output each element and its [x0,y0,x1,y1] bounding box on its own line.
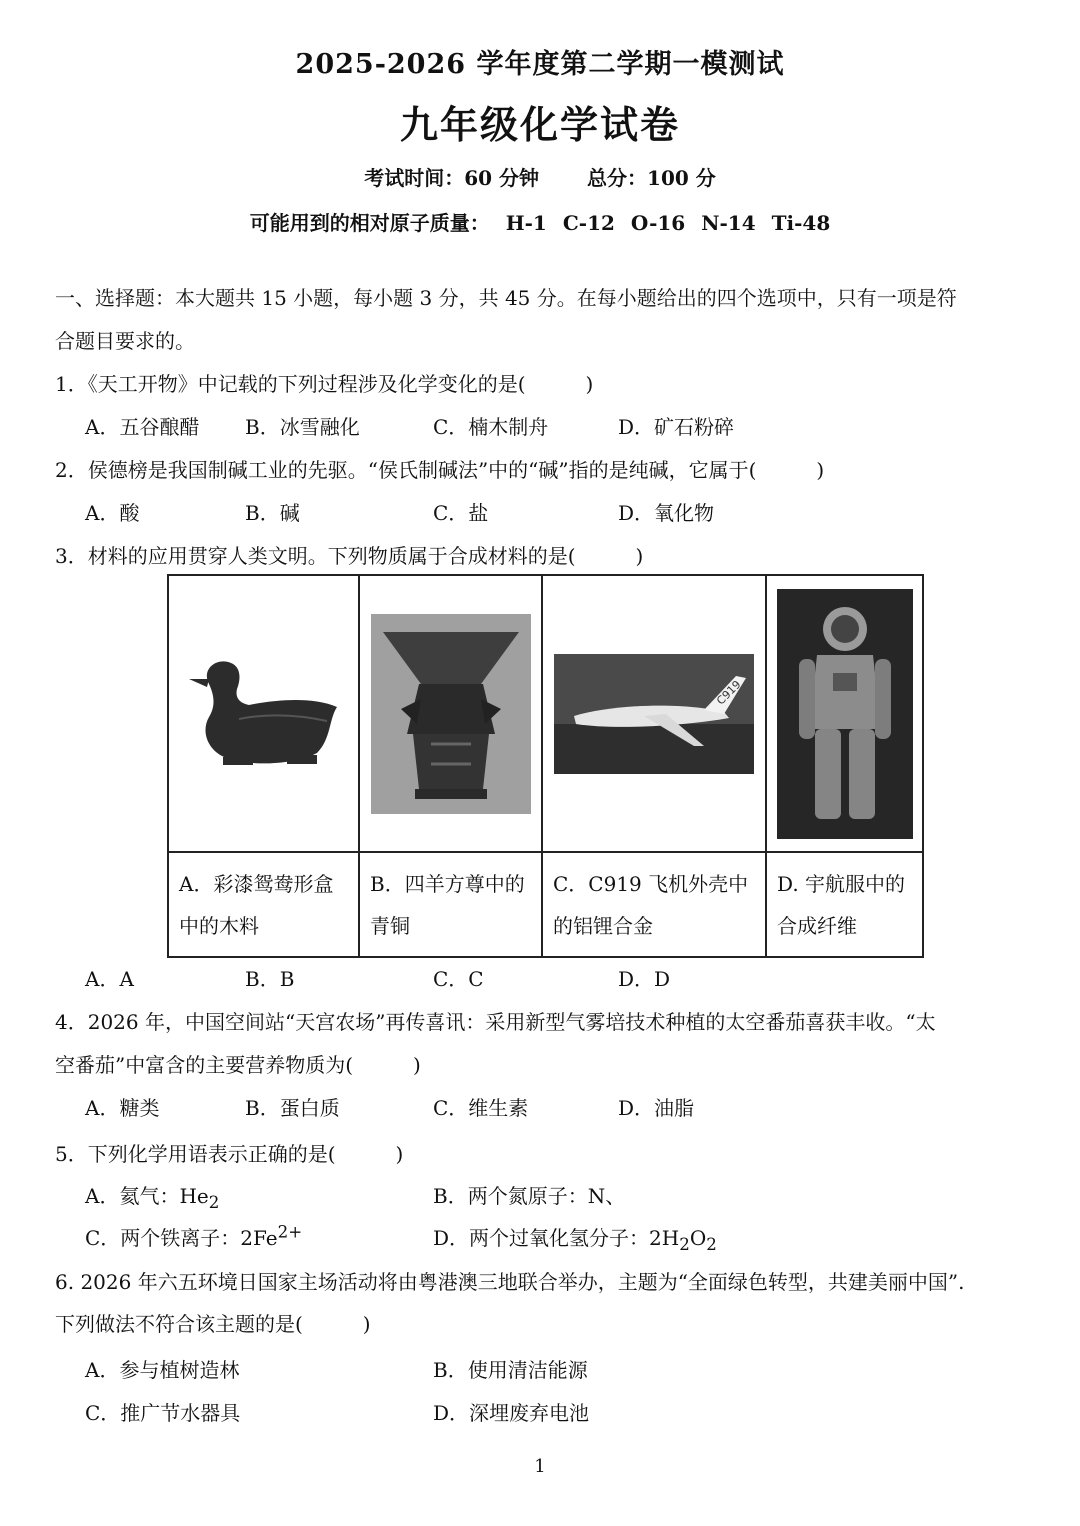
question-4-stem-line1: 4．2026 年，中国空间站“天宫农场”再传喜讯：采用新型气雾培技术种植的太空番茄喜获丰收。“太 [55,1010,936,1034]
question-4-option-d: D．油脂 [618,1096,695,1120]
question-6-option-a: A．参与植树造林 [85,1358,240,1382]
question-2-option-b: B．碱 [245,501,300,525]
atomic-mass-ti: Ti-48 [771,211,831,235]
section-heading-line1: 一、选择题：本大题共 15 小题，每小题 3 分，共 45 分。在每小题给出的四个选项中，只有一项是符 [55,286,957,310]
question-2-stem: 2．侯德榜是我国制碱工业的先驱。“侯氏制碱法”中的“碱”指的是纯碱，它属于( ) [55,458,825,482]
question-3-option-d: D．D [618,967,671,991]
question-5-option-a: A．氦气：$He_2$ [85,1184,220,1212]
plane-tail-label: C919 [714,677,744,707]
cell-spacesuit-image [766,575,923,852]
question-6-option-c: C．推广节水器具 [85,1401,241,1425]
exam-term-heading: 2025-2026 学年度第二学期一模测试 [295,49,785,80]
cell-aircraft-image [542,575,766,852]
question-5-option-b: B．两个氮原子：N、 [433,1184,626,1208]
question-6-option-b: B．使用清洁能源 [433,1358,588,1382]
question-4-option-a: A．糖类 [85,1096,160,1120]
question-3-option-b: B．B [245,967,295,991]
question-4-stem-line2: 空番茄”中富含的主要营养物质为( ) [55,1053,421,1077]
caption-option-a: A．彩漆鸳鸯形盒中的木料 [168,852,359,957]
caption-option-d: D. 宇航服中的合成纤维 [766,852,923,957]
question-6-stem-line1: 6. 2026 年六五环境日国家主场活动将由粤港澳三地联合举办，主题为“全面绿色转型，共建美丽中国”. [55,1270,965,1294]
question-2-option-a: A．酸 [85,501,140,525]
question-3-option-a: A．A [85,967,134,991]
question-3-option-c: C．C [433,967,484,991]
exam-title: 九年级化学试卷 [399,102,680,147]
atomic-mass-line [0,207,1080,236]
caption-option-b: B．四羊方尊中的青铜 [359,852,542,957]
question-5-stem: 5．下列化学用语表示正确的是( ) [55,1142,404,1166]
question-3-material-table [167,574,924,958]
question-2-option-d: D．氧化物 [618,501,715,525]
question-2-option-c: C．盐 [433,501,489,525]
caption-option-c: C．C919 飞机外壳中的铝锂合金 [542,852,766,957]
mandarin-duck-box-image [179,649,349,779]
four-ram-square-zun-image [371,614,531,814]
question-1-option-c: C．楠木制舟 [433,415,549,439]
cell-bronze-zun-image [359,575,542,852]
question-1-option-a: A．五谷酿醋 [85,415,200,439]
atomic-mass-c: C-12 [562,211,615,235]
atomic-mass-n: N-14 [701,211,756,235]
question-4-option-b: B．蛋白质 [245,1096,340,1120]
cell-wooden-box-image [168,575,359,852]
exam-info [0,162,1080,191]
atomic-mass-label: 可能用到的相对原子质量： [249,211,490,235]
question-1-stem: 1．《天工开物》中记载的下列过程涉及化学变化的是( ) [55,372,594,396]
section-heading-line2: 合题目要求的。 [55,329,195,353]
exam-time: 考试时间：60 分钟 [364,166,540,190]
total-score: 总分：100 分 [587,166,716,190]
question-5-option-c: C．两个铁离子：$2Fe^{2+}$ [85,1222,303,1250]
atomic-mass-o: O-16 [630,211,686,235]
question-3-stem: 3．材料的应用贯穿人类文明。下列物质属于合成材料的是( ) [55,544,644,568]
question-4-option-c: C．维生素 [433,1096,529,1120]
page-number: 1 [534,1456,546,1477]
spacesuit-image [777,589,913,839]
atomic-mass-h: H-1 [505,211,547,235]
c919-aircraft-image [554,654,754,774]
question-1-option-d: D．矿石粉碎 [618,415,735,439]
question-6-stem-line2: 下列做法不符合该主题的是( ) [55,1312,371,1336]
question-1-option-b: B．冰雪融化 [245,415,360,439]
question-6-option-d: D．深埋废弃电池 [433,1401,590,1425]
question-5-option-d: D．两个过氧化氢分子：$2H_2O_2$ [433,1226,717,1254]
